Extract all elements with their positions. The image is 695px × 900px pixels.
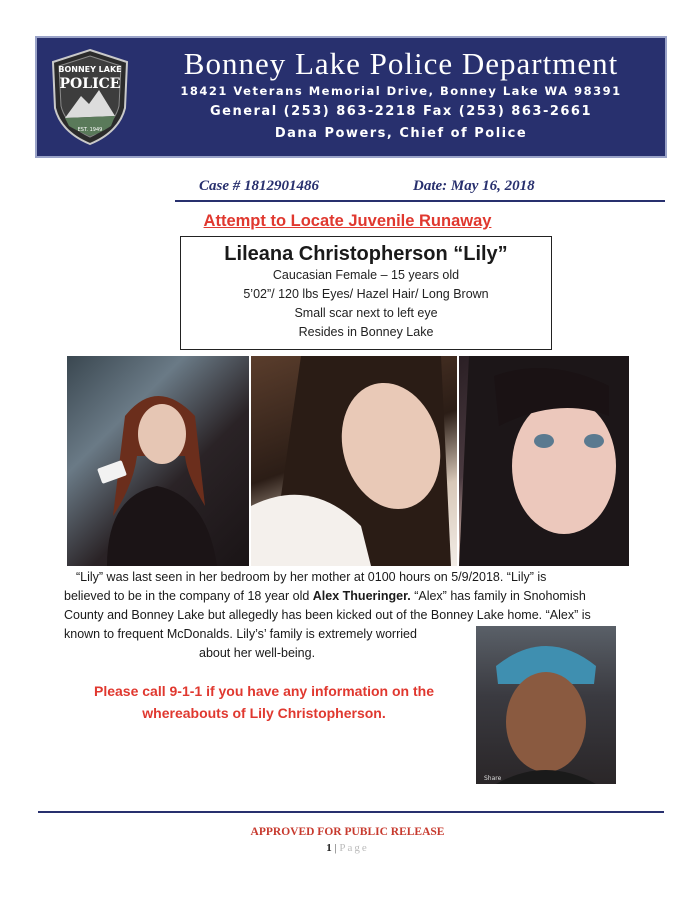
department-banner bbox=[35, 36, 667, 158]
description-line-5: about her well-being. bbox=[199, 646, 316, 660]
description-line-3: County and Bonney Lake but allegedly has been kicked out of the Bonney Lake home. “Alex” is bbox=[64, 608, 591, 622]
department-title: Bonney Lake Police Department bbox=[183, 46, 619, 81]
person-photo-icon bbox=[476, 626, 616, 784]
call-to-action bbox=[64, 680, 464, 724]
companion-photo bbox=[476, 626, 616, 784]
call-to-action-line-1: Please call 9-1-1 if you have any information on the bbox=[94, 683, 434, 699]
case-date: Date: May 16, 2018 bbox=[413, 178, 535, 194]
person-photo-icon bbox=[459, 356, 629, 566]
person-photo-icon bbox=[67, 356, 249, 566]
subject-name: Lileana Christopherson “Lily” bbox=[224, 243, 508, 265]
subject-detail-demographics: Caucasian Female – 15 years old bbox=[272, 268, 460, 282]
subject-info-box bbox=[180, 236, 552, 350]
description-line-4: known to frequent McDonalds. Lily’s’ family is extremely worried bbox=[64, 627, 417, 641]
subject-detail-physical: 5’02”/ 120 lbs Eyes/ Hazel Hair/ Long Brown bbox=[243, 287, 489, 301]
page-number: 1 | Page bbox=[326, 842, 369, 854]
department-address: 18421 Veterans Memorial Drive, Bonney Lake WA 98391 bbox=[180, 84, 622, 98]
subject-photo-2 bbox=[251, 356, 457, 566]
description-line-2: believed to be in the company of 18 year old Alex Thueringer. “Alex” has family in Snohomish bbox=[64, 589, 586, 603]
badge-est-text: EST. 1949 bbox=[77, 127, 103, 133]
subject-photo-1 bbox=[67, 356, 249, 566]
subject-photo-3 bbox=[459, 356, 629, 566]
companion-name: Alex Thueringer. bbox=[312, 589, 411, 603]
badge-police-text: POLICE bbox=[59, 76, 121, 92]
call-to-action-line-2: whereabouts of Lily Christopherson. bbox=[142, 705, 386, 721]
description-line-1: “Lily” was last seen in her bedroom by her mother at 0100 hours on 5/9/2018. “Lily” is bbox=[76, 570, 547, 584]
subject-detail-residence: Resides in Bonney Lake bbox=[298, 325, 434, 339]
chief-of-police: Dana Powers, Chief of Police bbox=[274, 126, 528, 141]
bulletin-headline: Attempt to Locate Juvenile Runaway bbox=[203, 212, 492, 230]
police-badge-icon bbox=[49, 48, 131, 146]
case-info-row bbox=[175, 176, 665, 202]
footer-divider bbox=[38, 811, 664, 813]
release-stamp: APPROVED FOR PUBLIC RELEASE bbox=[250, 826, 445, 838]
badge-top-text: BONNEY LAKE bbox=[58, 65, 122, 74]
case-number: Case # 1812901486 bbox=[199, 178, 319, 194]
department-phones: General (253) 863-2218 Fax (253) 863-2661 bbox=[209, 104, 593, 119]
photo-share-label: Share bbox=[484, 775, 502, 782]
subject-detail-scar: Small scar next to left eye bbox=[294, 306, 438, 320]
person-photo-icon bbox=[251, 356, 457, 566]
